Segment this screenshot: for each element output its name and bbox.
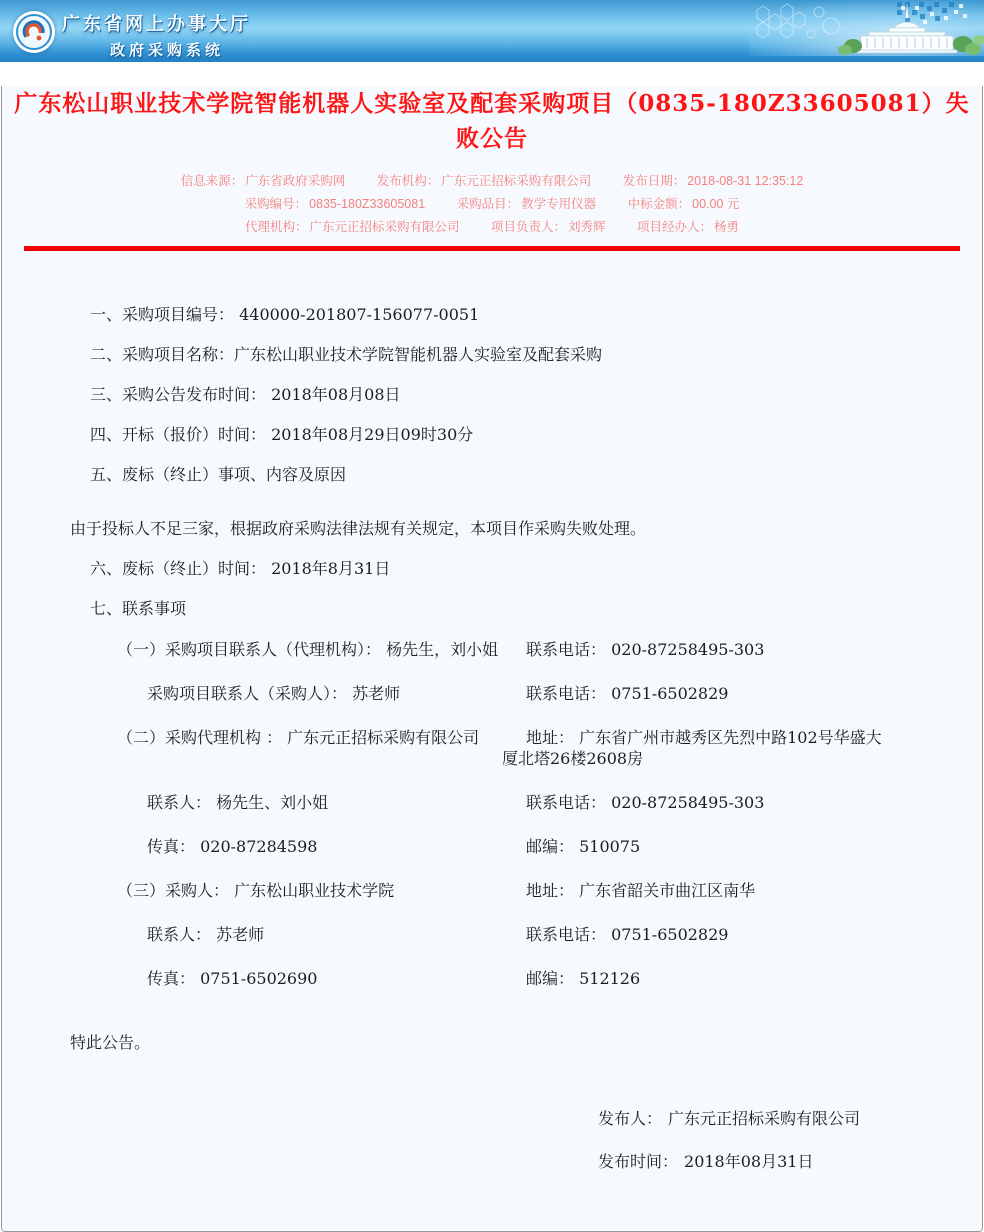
body-line-7: 七、联系事项 <box>90 599 187 618</box>
page-content <box>1 86 983 1232</box>
failure-reason: 由于投标人不足三家，根据政府采购法律法规有关规定，本项目作采购失败处理。 <box>70 519 647 538</box>
meta-purchaseno-value: 0835-180Z33605081 <box>309 197 426 211</box>
meta-leader-value: 刘秀辉 <box>568 220 606 234</box>
contact-row-right: 联系电话： 020-87258495-303 <box>526 640 765 659</box>
contact-row-left: 联系人： 苏老师 <box>147 925 265 944</box>
contact-section <box>10 639 974 1012</box>
closing-statement: 特此公告。 <box>70 1033 151 1052</box>
publish-time-line <box>598 1152 974 1172</box>
page-title: 广东松山职业技术学院智能机器人实验室及配套采购项目（0835-180Z33605081）失败公告 <box>14 90 970 152</box>
meta-agency-value: 广东元正招标采购有限公司 <box>309 220 460 234</box>
contact-row-left: 联系人： 杨先生、刘小姐 <box>147 793 329 812</box>
meta-date-value: 2018-08-31 12:35:12 <box>687 174 804 188</box>
contact-row-right: 地址： 广东省韶关市曲江区南华 <box>526 881 756 900</box>
contact-row-right: 地址： 广东省广州市越秀区先烈中路102号华盛大厦北塔26楼2608房 <box>502 728 882 768</box>
publisher-block <box>10 1109 974 1172</box>
publisher-line <box>598 1109 974 1129</box>
publish-time-value: 2018年08月31日 <box>684 1152 814 1171</box>
meta-amount-value: 00.00 元 <box>692 197 740 211</box>
meta-category-value: 教学专用仪器 <box>521 197 597 211</box>
meta-source-value: 广东省政府采购网 <box>245 174 346 188</box>
body-line-2: 二、采购项目名称：广东松山职业技术学院智能机器人实验室及配套采购 <box>90 345 603 364</box>
contact-row-left: （一）采购项目联系人（代理机构）： 杨先生，刘小姐 <box>117 640 499 659</box>
publisher-value: 广东元正招标采购有限公司 <box>668 1109 861 1128</box>
header-building-graphic <box>749 0 984 56</box>
banner-title-line2: 政府采购系统 <box>110 42 225 59</box>
body-line-5: 五、废标（终止）事项、内容及原因 <box>90 465 347 484</box>
red-divider <box>24 246 960 251</box>
body-line-1: 一、采购项目编号： 440000-201807-156077-0051 <box>90 305 480 324</box>
meta-line-2 <box>10 193 974 216</box>
banner-title <box>62 10 251 60</box>
banner-title-line1: 广东省网上办事大厅 <box>62 14 251 34</box>
contact-row-left: 传真： 0751-6502690 <box>147 969 318 988</box>
announcement-body <box>10 305 974 1172</box>
meta-org-label: 发布机构： <box>376 174 440 188</box>
meta-amount-label: 中标金额： <box>627 197 691 211</box>
meta-line-1 <box>10 170 974 193</box>
contact-row-right: 邮编： 510075 <box>526 837 641 856</box>
contact-row-left: 传真： 020-87284598 <box>147 837 318 856</box>
meta-handler-value: 杨勇 <box>714 220 740 234</box>
publish-time-label: 发布时间： <box>598 1152 679 1171</box>
gov-logo-graphic <box>16 14 52 50</box>
meta-leader-label: 项目负责人： <box>490 220 566 234</box>
body-line-3: 三、采购公告发布时间： 2018年08月08日 <box>90 385 401 404</box>
contact-row-left: （三）采购人： 广东松山职业技术学院 <box>117 881 395 900</box>
meta-handler-label: 项目经办人： <box>637 220 713 234</box>
announcement-meta <box>10 170 974 239</box>
meta-source-label: 信息来源： <box>180 174 244 188</box>
meta-agency-label: 代理机构： <box>244 220 308 234</box>
contact-row-left: （二）采购代理机构 ： 广东元正招标采购有限公司 <box>117 728 480 747</box>
body-line-6: 六、废标（终止）时间： 2018年8月31日 <box>90 559 391 578</box>
body-line-4: 四、开标（报价）时间： 2018年08月29日09时30分 <box>90 425 474 444</box>
contact-row-right: 联系电话： 020-87258495-303 <box>526 793 765 812</box>
meta-category-label: 采购品目： <box>456 197 520 211</box>
meta-purchaseno-label: 采购编号： <box>244 197 308 211</box>
meta-date-label: 发布日期： <box>622 174 686 188</box>
gov-logo-icon[interactable] <box>13 11 55 53</box>
contact-row-right: 邮编： 512126 <box>526 969 641 988</box>
meta-line-3 <box>10 216 974 239</box>
publisher-label: 发布人： <box>598 1109 663 1128</box>
contact-row-right: 联系电话： 0751-6502829 <box>526 925 729 944</box>
contact-row-left: 采购项目联系人（采购人）： 苏老师 <box>147 684 401 703</box>
contact-row-right: 联系电话： 0751-6502829 <box>526 684 729 703</box>
top-banner <box>0 0 984 62</box>
meta-org-value: 广东元正招标采购有限公司 <box>441 174 592 188</box>
